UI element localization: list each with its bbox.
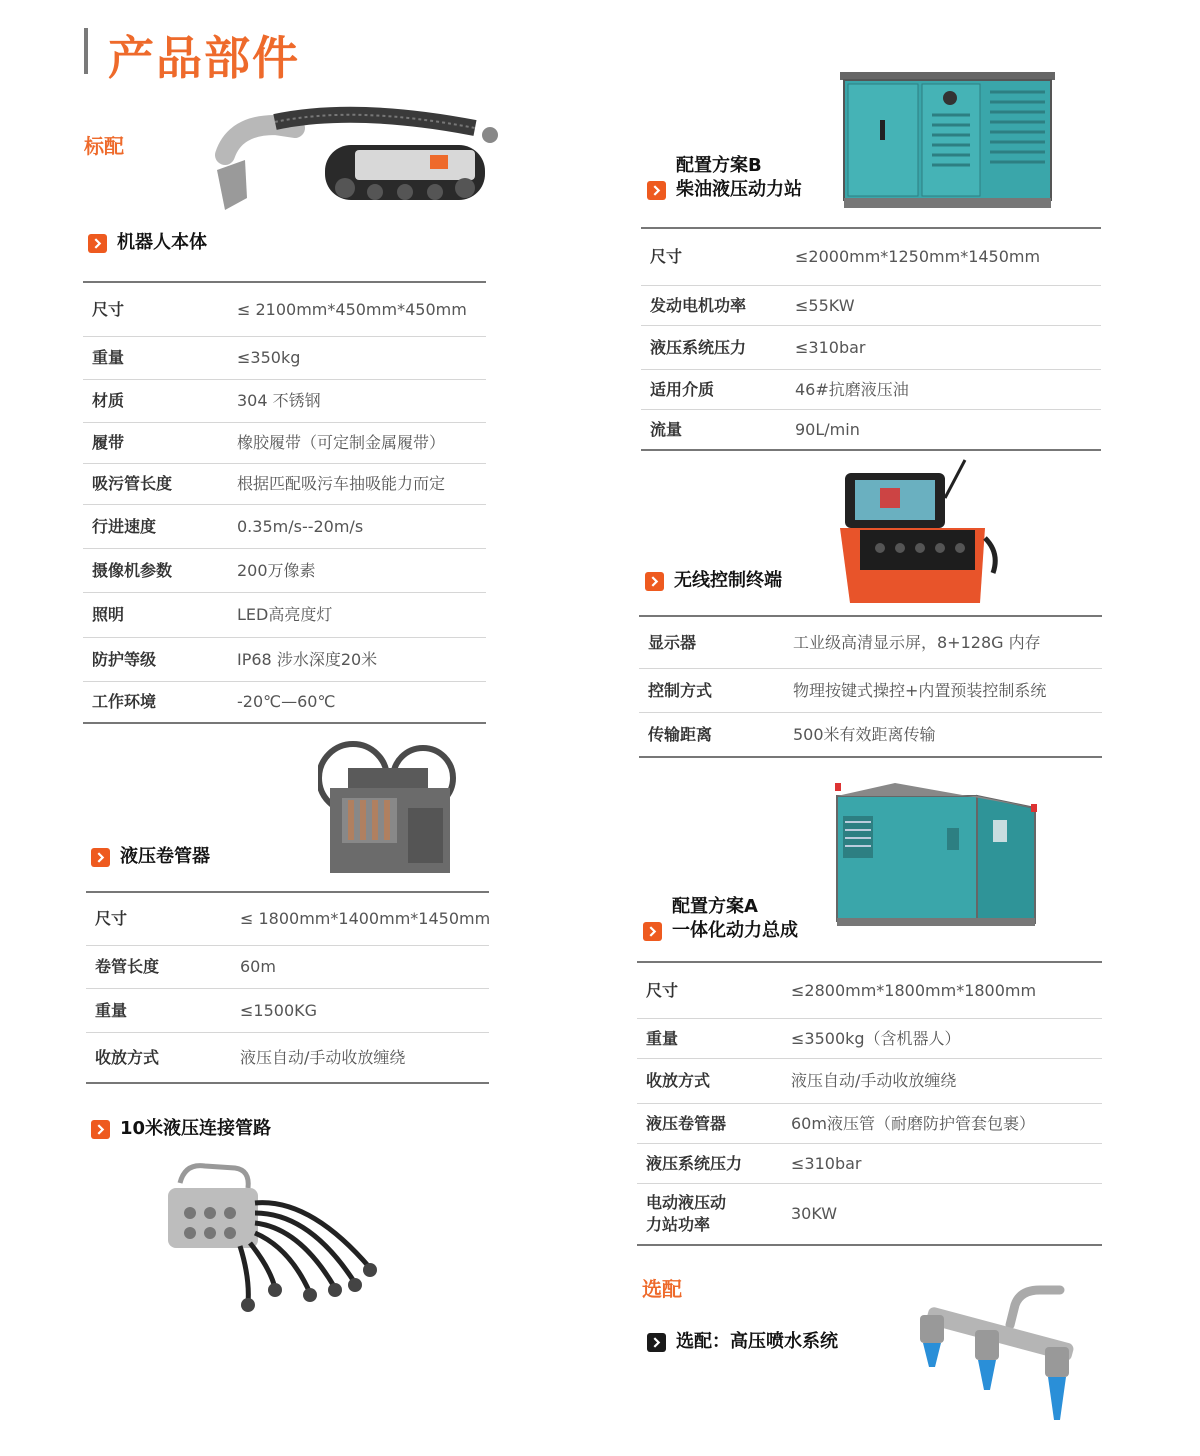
spec-label: 重量 (92, 348, 125, 367)
spec-value: 液压自动/手动收放缠绕 (791, 1071, 957, 1090)
hose-section-heading (91, 1117, 271, 1141)
spec-row (639, 713, 1102, 756)
spec-value: ≤350kg (237, 348, 301, 367)
spec-label: 尺寸 (646, 980, 679, 1000)
plan-a-section-heading (643, 895, 798, 943)
spec-label: 尺寸 (650, 247, 683, 266)
spec-value: 500米有效距离传输 (793, 724, 936, 744)
spec-value: 物理按键式操控+内置预装控制系统 (793, 680, 1047, 700)
spec-row (637, 1184, 1102, 1244)
spec-row (83, 283, 486, 337)
standard-tag: 标配 (84, 134, 124, 158)
spec-label: 收放方式 (95, 1047, 160, 1067)
spec-row (639, 669, 1102, 713)
robot-spec-table (83, 281, 486, 724)
spec-label: 履带 (92, 433, 125, 452)
spec-value: 60m (240, 957, 276, 976)
spec-row (86, 989, 489, 1033)
spec-value: ≤310bar (791, 1153, 862, 1173)
spec-row (637, 1019, 1102, 1059)
spec-label: 显示器 (648, 632, 697, 652)
spec-row (83, 380, 486, 423)
spec-value: ≤2000mm*1250mm*1450mm (795, 247, 1041, 266)
plan-a-spec-table (637, 961, 1102, 1246)
spec-row (637, 1144, 1102, 1184)
spec-row (86, 1033, 489, 1082)
spec-value: -20℃—60℃ (237, 692, 336, 711)
hose-title: 10米液压连接管路 (120, 1118, 272, 1139)
spec-label: 发动电机功率 (650, 295, 747, 315)
reel-title: 液压卷管器 (120, 846, 210, 867)
spec-row (641, 229, 1101, 286)
wireless-spec-table (639, 615, 1102, 758)
spec-row (83, 464, 486, 505)
plan-b-image (840, 70, 1055, 215)
spray-section-heading (647, 1330, 838, 1354)
spec-label: 防护等级 (92, 649, 157, 669)
chevron-right-icon (647, 1333, 666, 1352)
spec-row (83, 549, 486, 593)
chevron-right-icon (645, 572, 664, 591)
robot-image (205, 100, 505, 220)
spec-label: 电动液压动力站功率 (646, 1193, 727, 1234)
spec-row (86, 946, 489, 989)
spec-value: 60m液压管（耐磨防护管套包裹） (791, 1113, 1035, 1133)
spec-row (83, 682, 486, 722)
spec-value: 液压自动/手动收放缠绕 (240, 1047, 406, 1067)
spec-row (637, 963, 1102, 1019)
wireless-terminal-image (835, 458, 1000, 608)
reel-spec-table (86, 891, 489, 1084)
spec-row (83, 337, 486, 380)
spec-label: 流量 (650, 419, 683, 439)
chevron-right-icon (91, 1120, 110, 1139)
spec-label: 照明 (92, 605, 125, 624)
spec-value: 46#抗磨液压油 (795, 379, 909, 399)
spec-row (83, 638, 486, 682)
spec-label: 材质 (92, 391, 125, 410)
wireless-section-heading (645, 569, 782, 593)
spec-label: 尺寸 (92, 299, 125, 319)
spray-title: 选配：高压喷水系统 (676, 1331, 838, 1352)
spec-value: ≤310bar (795, 337, 866, 357)
spec-label: 尺寸 (95, 909, 128, 928)
reel-image (318, 738, 458, 883)
spec-label: 工作环境 (92, 692, 157, 711)
spec-value: 304 不锈钢 (237, 391, 321, 410)
spec-label: 传输距离 (648, 724, 713, 744)
spec-value: 0.35m/s--20m/s (237, 516, 364, 536)
spec-value: ≤ 2100mm*450mm*450mm (237, 299, 467, 319)
plan-b-spec-table (641, 227, 1101, 451)
spec-row (641, 286, 1101, 326)
spec-label: 适用介质 (650, 379, 715, 399)
spec-row (639, 617, 1102, 669)
spec-label: 控制方式 (648, 680, 713, 700)
spec-label: 液压系统压力 (650, 337, 747, 357)
spec-label: 吸污管长度 (92, 474, 173, 493)
spec-row (83, 423, 486, 464)
chevron-right-icon (88, 234, 107, 253)
optional-tag: 选配 (642, 1277, 682, 1301)
plan-a-title-line1: 配置方案A (672, 896, 758, 917)
spec-label: 摄像机参数 (92, 560, 173, 580)
spec-label: 重量 (646, 1028, 679, 1048)
plan-b-title-line2: 柴油液压动力站 (676, 179, 802, 200)
hose-image (160, 1158, 400, 1318)
page-title: 产品部件 (108, 31, 300, 85)
spec-row (641, 410, 1101, 449)
spec-row (83, 593, 486, 638)
plan-a-title-line2: 一体化动力总成 (672, 920, 798, 941)
spec-label: 重量 (95, 1000, 128, 1020)
spec-row (637, 1059, 1102, 1104)
spec-value: 200万像素 (237, 560, 316, 580)
spec-label: 卷管长度 (95, 957, 160, 976)
spec-value: 90L/min (795, 419, 860, 439)
plan-b-title-line1: 配置方案B (676, 155, 762, 176)
spec-row (83, 505, 486, 549)
spec-value: ≤ 1800mm*1400mm*1450mm (240, 909, 491, 928)
spray-system-image (915, 1285, 1090, 1435)
spec-value: 30KW (791, 1204, 838, 1223)
spec-value: 橡胶履带（可定制金属履带） (237, 433, 446, 452)
chevron-right-icon (647, 181, 666, 200)
spec-row (641, 370, 1101, 410)
spec-label: 液压卷管器 (646, 1113, 727, 1133)
plan-b-section-heading (647, 154, 802, 202)
spec-label: 液压系统压力 (646, 1153, 743, 1173)
spec-value: ≤55KW (795, 295, 855, 315)
robot-title: 机器人本体 (117, 232, 207, 253)
spec-row (86, 893, 489, 946)
spec-value: ≤2800mm*1800mm*1800mm (791, 980, 1037, 1000)
title-divider (84, 28, 88, 74)
wireless-title: 无线控制终端 (674, 570, 782, 591)
spec-row (637, 1104, 1102, 1144)
spec-value: IP68 涉水深度20米 (237, 649, 378, 669)
spec-label: 收放方式 (646, 1071, 711, 1090)
spec-value: 工业级高清显示屏，8+128G 内存 (793, 632, 1041, 652)
plan-a-image (835, 778, 1040, 938)
spec-value: ≤1500KG (240, 1000, 318, 1020)
spec-value: ≤3500kg（含机器人） (791, 1028, 961, 1048)
chevron-right-icon (91, 848, 110, 867)
chevron-right-icon (643, 922, 662, 941)
spec-value: LED高亮度灯 (237, 605, 333, 624)
spec-row (641, 326, 1101, 370)
reel-section-heading (91, 845, 210, 869)
robot-section-heading (88, 231, 207, 255)
spec-value: 根据匹配吸污车抽吸能力而定 (237, 474, 446, 493)
spec-label: 行进速度 (92, 516, 157, 536)
